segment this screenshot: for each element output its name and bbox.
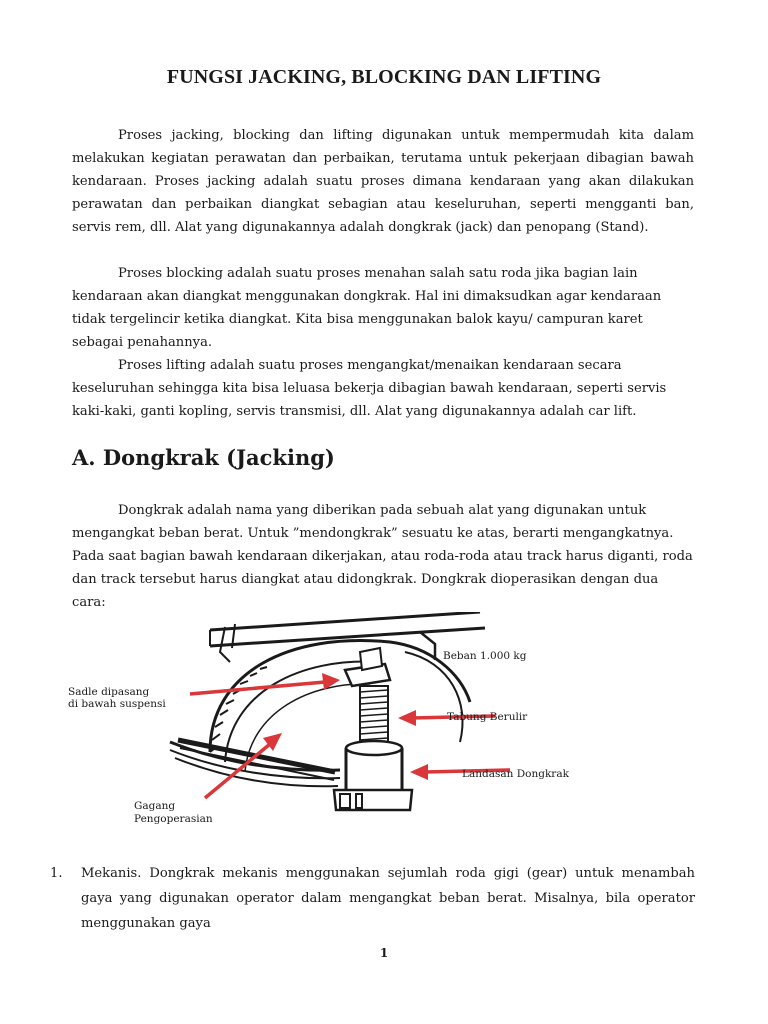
paragraph-jacking: Proses jacking, blocking dan lifting digunakan untuk mempermudah kita dalam melakukan kegiatan perawatan dan perbaikan, terutama untuk pekerjaan dibagian bawah kendaraan. Proses jacking adalah suatu proses dimana kendaraan yang akan dilakukan perawatan dan perbaikan diangkat sebagian atau keseluruhan, seperti mengganti ban, servis rem, dll. Alat yang digunakannya adalah dongkrak (jack) dan penopang (Stand).: [72, 128, 694, 235]
list-item-text: Mekanis. Dongkrak mekanis menggunakan sejumlah roda gigi (gear) untuk menambah gaya yang digunakan operator dalam mengangkat beban berat. Misalnya, bila operator menggunakan gaya: [81, 866, 695, 931]
paragraph-lifting: Proses lifting adalah suatu proses mengangkat/menaikan kendaraan secara keseluruhan sehingga kita bisa leluasa bekerja dibagian bawah kendaraan, seperti servis kaki-kaki, ganti kopling, servis transmisi, dll. Alat yang digunakannya adalah car lift.: [72, 358, 667, 419]
paragraph-blocking: Proses blocking adalah suatu proses menahan salah satu roda jika bagian lain kendaraan akan diangkat menggunakan dongkrak. Hal ini dimaksudkan agar kendaraan tidak tergelincir ketika diangkat. Kita bisa menggunakan balok kayu/ campuran karet sebagai penahannya.: [72, 266, 662, 350]
jack-figure: [60, 612, 580, 840]
label-landasan: Landasan Dongkrak: [462, 768, 569, 780]
label-gagang-line2: Pengoperasian: [134, 813, 213, 825]
label-tabung: Tabung Berulir: [447, 711, 528, 723]
label-beban: Beban 1.000 kg: [443, 650, 527, 662]
page-number: 1: [379, 946, 389, 960]
label-gagang-line1: Gagang: [134, 800, 176, 812]
list-item-number: 1.: [50, 866, 63, 881]
label-sadle-line1: Sadle dipasang: [68, 686, 150, 698]
section-heading: A. Dongkrak (Jacking): [72, 445, 335, 470]
label-sadle-line2: di bawah suspensi: [68, 698, 166, 710]
document-title: FUNGSI JACKING, BLOCKING DAN LIFTING: [166, 66, 602, 88]
paragraph-dongkrak: Dongkrak adalah nama yang diberikan pada sebuah alat yang digunakan untuk mengangkat beban berat. Untuk ”mendongkrak” sesuatu ke atas, berarti mengangkatnya. Pada saat bagian bawah kendaraan dikerjakan, atau roda-roda atau track harus diganti, roda dan track tersebut harus diangkat atau didongkrak. Dongkrak dioperasikan dengan dua cara:: [72, 503, 693, 610]
